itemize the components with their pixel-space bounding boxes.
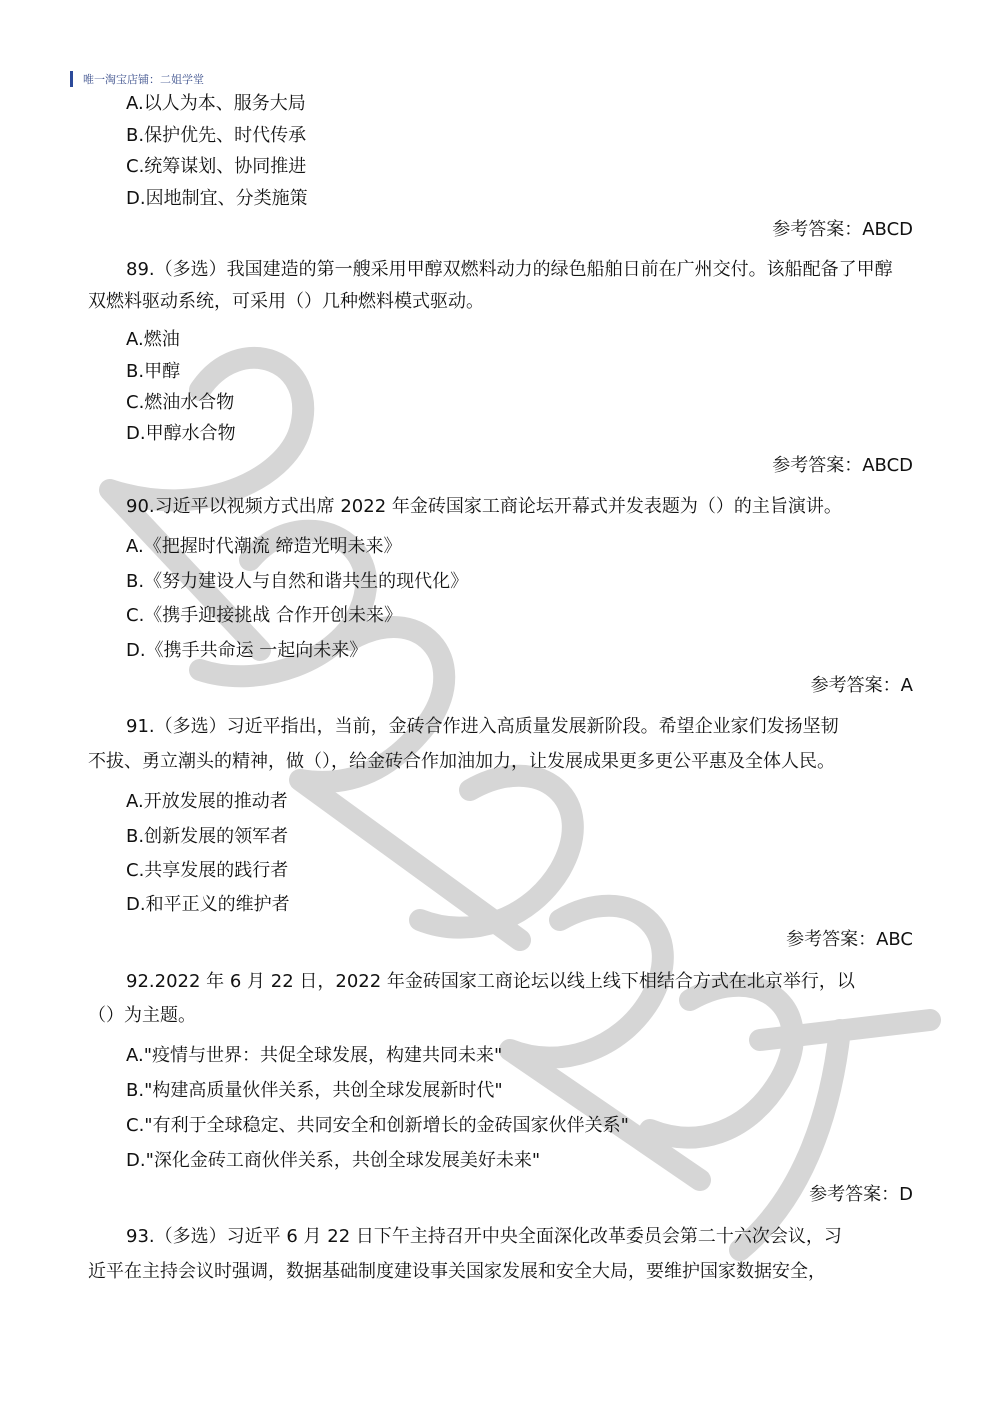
q89-stem-line1: 89.（多选）我国建造的第一艘采用甲醇双燃料动力的绿色船舶日前在广州交付。该船配备了甲醇 <box>126 259 893 280</box>
q93-stem-line1: 93.（多选）习近平 6 月 22 日下午主持召开中央全面深化改革委员会第二十六次会议，习 <box>126 1226 842 1247</box>
q88-option-c: C.统筹谋划、协同推进 <box>126 156 307 177</box>
q92-option-d: D."深化金砖工商伙伴关系，共创全球发展美好未来" <box>126 1150 541 1171</box>
q91-stem-line1: 91.（多选）习近平指出，当前，金砖合作进入高质量发展新阶段。希望企业家们发扬坚韧 <box>126 716 839 737</box>
q88-option-b: B.保护优先、时代传承 <box>126 125 307 146</box>
q90-option-b: B.《努力建设人与自然和谐共生的现代化》 <box>126 571 469 592</box>
q92-stem-line2: （）为主题。 <box>88 1005 196 1026</box>
q91-option-d: D.和平正义的维护者 <box>126 894 290 915</box>
q91-stem-line2: 不拔、勇立潮头的精神，做（），给金砖合作加油加力，让发展成果更多更公平惠及全体人民。 <box>88 751 835 772</box>
page-header <box>70 70 204 88</box>
q92-option-b: B."构建高质量伙伴关系，共创全球发展新时代" <box>126 1080 503 1101</box>
q90-option-c: C.《携手迎接挑战 合作开创未来》 <box>126 605 403 626</box>
q89-option-b: B.甲醇 <box>126 361 181 382</box>
q92-stem-line1: 92.2022 年 6 月 22 日，2022 年金砖国家工商论坛以线上线下相结合方式在北京举行，以 <box>126 971 855 992</box>
q91-option-b: B.创新发展的领军者 <box>126 826 289 847</box>
q90-stem-line1: 90.习近平以视频方式出席 2022 年金砖国家工商论坛开幕式并发表题为（）的主旨演讲。 <box>126 496 842 517</box>
q93-stem-line2: 近平在主持会议时强调，数据基础制度建设事关国家发展和安全大局，要维护国家数据安全， <box>88 1261 826 1282</box>
q89-option-d: D.甲醇水合物 <box>126 423 236 444</box>
q90-option-a: A.《把握时代潮流 缔造光明未来》 <box>126 536 402 557</box>
q88-option-d: D.因地制宜、分类施策 <box>126 188 308 209</box>
shop-label: 唯一淘宝店铺：二姐学堂 <box>83 73 204 86</box>
q90-option-d: D.《携手共命运 一起向未来》 <box>126 640 368 661</box>
q90-answer: 参考答案：A <box>810 675 913 696</box>
header-accent-bar <box>70 71 73 87</box>
q88-answer: 参考答案：ABCD <box>772 219 913 240</box>
q91-option-c: C.共享发展的践行者 <box>126 860 289 881</box>
q92-option-c: C."有利于全球稳定、共同安全和创新增长的金砖国家伙伴关系" <box>126 1115 629 1136</box>
q89-option-c: C.燃油水合物 <box>126 392 235 413</box>
q89-stem-line2: 双燃料驱动系统，可采用（）几种燃料模式驱动。 <box>88 291 484 312</box>
q88-option-a: A.以人为本、服务大局 <box>126 93 306 114</box>
q89-answer: 参考答案：ABCD <box>772 455 913 476</box>
q91-option-a: A.开放发展的推动者 <box>126 791 288 812</box>
q89-option-a: A.燃油 <box>126 329 180 350</box>
q91-answer: 参考答案：ABC <box>786 929 913 950</box>
q92-option-a: A."疫情与世界：共促全球发展，构建共同未来" <box>126 1045 503 1066</box>
q92-answer: 参考答案：D <box>809 1184 913 1205</box>
